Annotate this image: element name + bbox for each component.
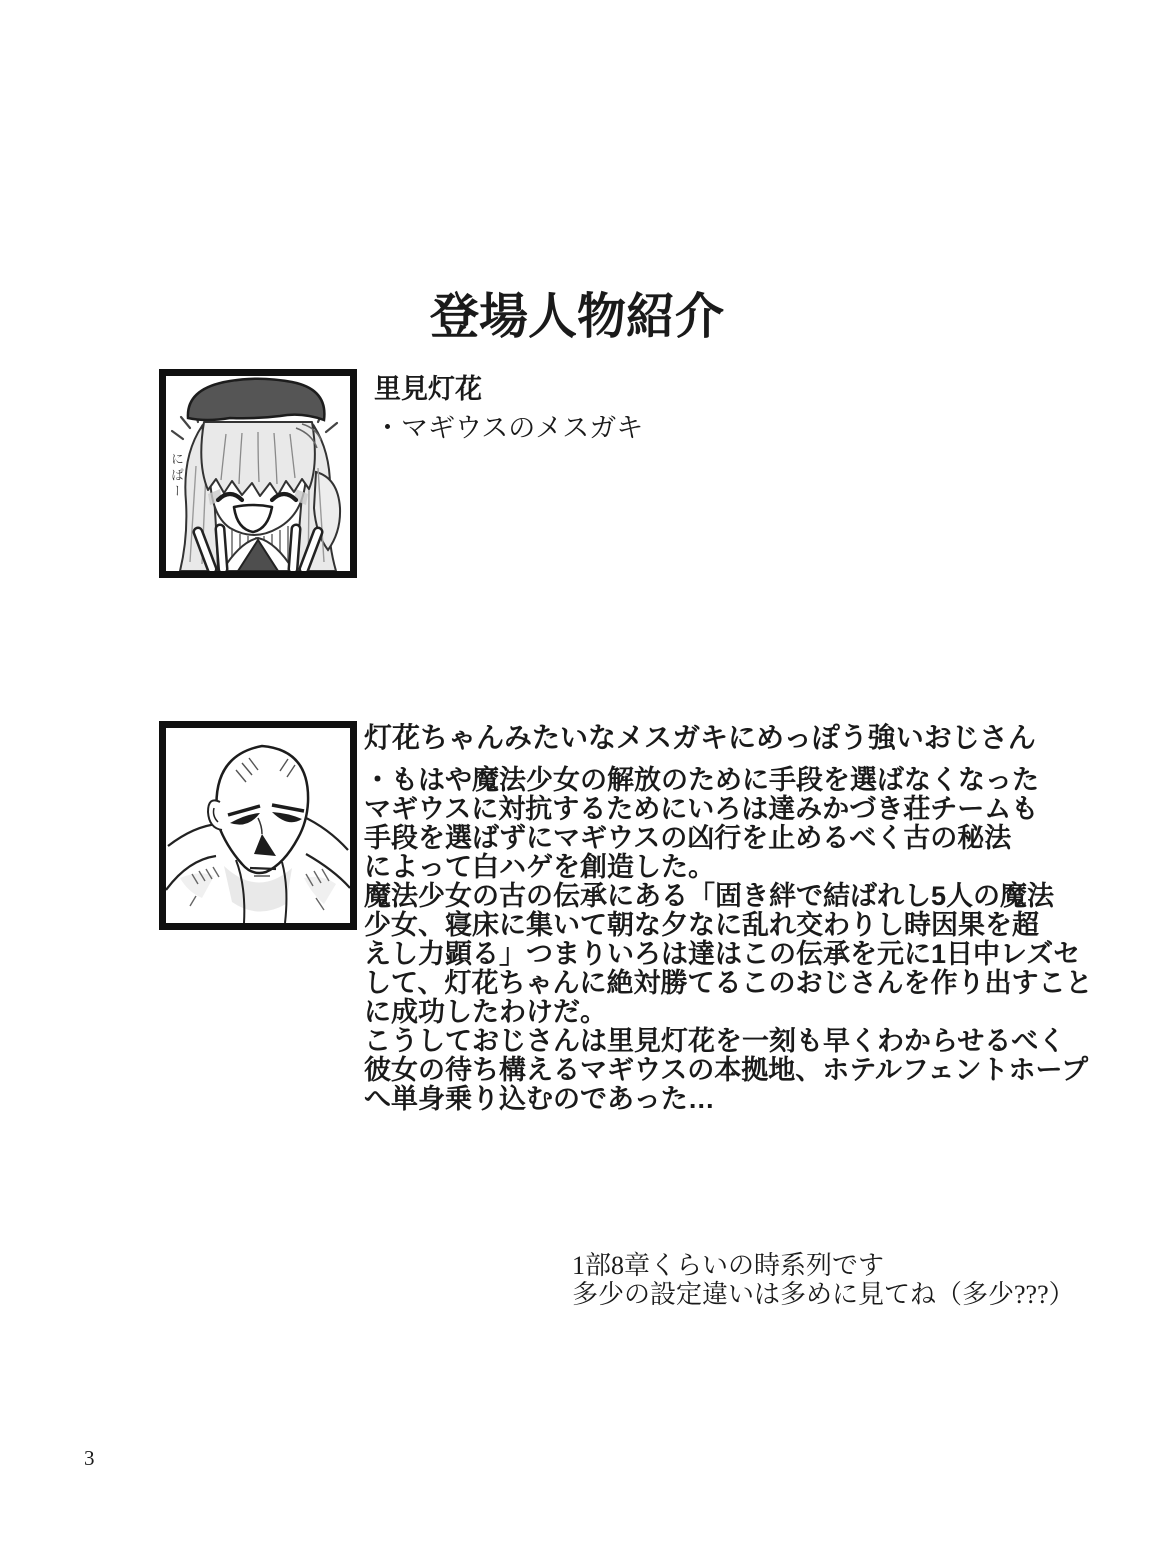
footer-note-line: 1部8章くらいの時系列です bbox=[572, 1251, 885, 1280]
ojisan-description bbox=[364, 766, 1092, 1114]
touka-portrait bbox=[166, 376, 350, 571]
description-line: へ単身乗り込むのであった… bbox=[364, 1084, 715, 1114]
description-line: 少女、寝床に集いて朝な夕なに乱れ交わりし時因果を超 bbox=[364, 910, 1039, 940]
sfx-nipa: にぱー bbox=[169, 452, 184, 500]
description-line: によって白ハゲを創造した。 bbox=[364, 852, 715, 882]
beret-hat bbox=[188, 379, 324, 420]
footer-note bbox=[572, 1251, 1075, 1309]
touka-name: 里見灯花 bbox=[374, 374, 482, 404]
footer-note-line: 多少の設定違いは多めに見てね（多少???） bbox=[572, 1280, 1075, 1309]
page-number: 3 bbox=[84, 1446, 95, 1470]
ojisan-portrait bbox=[166, 728, 350, 923]
ojisan-heading: 灯花ちゃんみたいなメスガキにめっぽう強いおじさん bbox=[364, 722, 1036, 753]
description-line: 彼女の待ち構えるマギウスの本拠地、ホテルフェントホープ bbox=[364, 1055, 1089, 1085]
description-line: に成功したわけだ。 bbox=[364, 997, 607, 1027]
ojisan-portrait-frame bbox=[159, 721, 357, 930]
description-line: ・もはや魔法少女の解放のために手段を選ばなくなった bbox=[364, 765, 1039, 795]
page-title: 登場人物紹介 bbox=[430, 290, 725, 344]
description-line: 手段を選ばずにマギウスの凶行を止めるべく古の秘法 bbox=[364, 823, 1012, 853]
touka-portrait-frame bbox=[159, 369, 357, 578]
touka-tagline: ・マギウスのメスガキ bbox=[374, 413, 644, 443]
description-line: 魔法少女の古の伝承にある「固き絆で結ばれし5人の魔法 bbox=[364, 881, 1055, 911]
description-line: して、灯花ちゃんに絶対勝てるこのおじさんを作り出すこと bbox=[364, 968, 1093, 998]
mouth bbox=[250, 868, 276, 869]
description-line: えし力顕る」つまりいろは達はこの伝承を元に1日中レズセ bbox=[364, 939, 1081, 969]
description-line: マギウスに対抗するためにいろは達みかづき荘チームも bbox=[364, 794, 1039, 824]
description-line: こうしておじさんは里見灯花を一刻も早くわからせるべく bbox=[364, 1026, 1066, 1056]
